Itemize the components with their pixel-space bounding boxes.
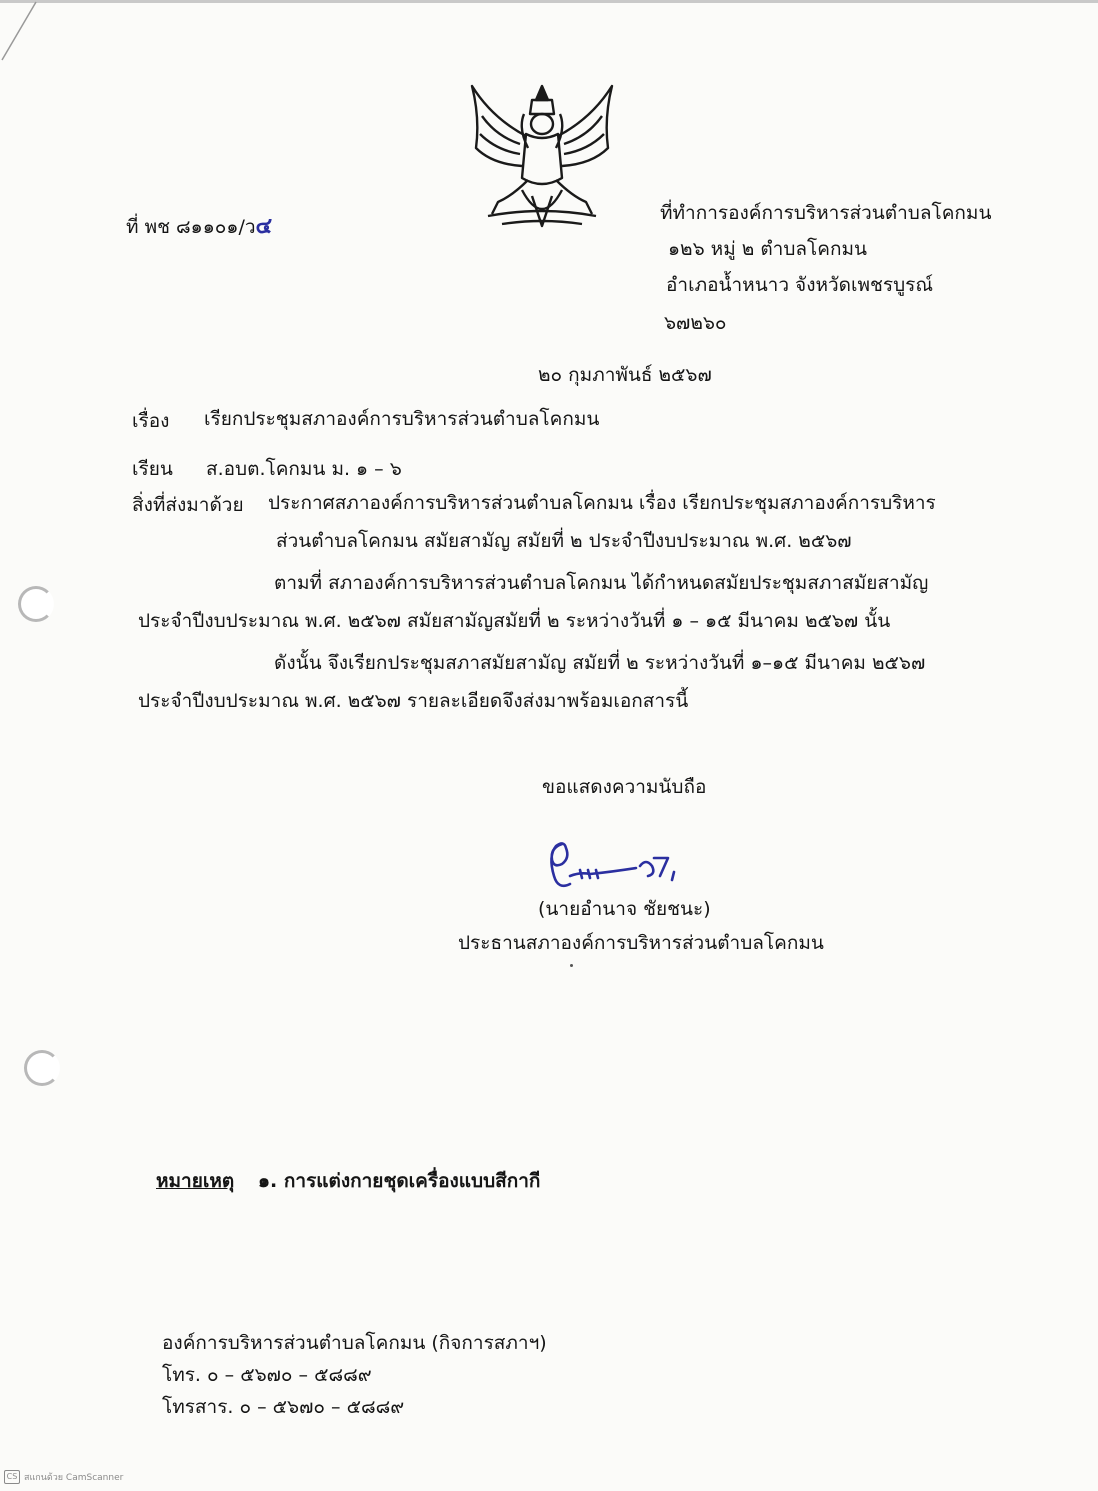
camscanner-logo-icon: CS [4, 1470, 20, 1484]
handwritten-signature-icon [540, 836, 700, 896]
garuda-emblem-icon [462, 78, 622, 234]
closing-salutation: ขอแสดงความนับถือ [542, 776, 707, 798]
body-paragraph-2-line-2: ประจำปีงบประมาณ พ.ศ. ๒๕๖๗ รายละเอียดจึงส่งมาพร้อมเอกสารนี้ [138, 690, 689, 712]
note-text: ๑. การแต่งกายชุดเครื่องแบบสีกากี [258, 1170, 541, 1192]
reference-number [126, 214, 272, 240]
note-label: หมายเหตุ [156, 1170, 235, 1192]
scan-corner-mark [0, 0, 40, 70]
body-paragraph-1-line-2: ประจำปีงบประมาณ พ.ศ. ๒๕๖๗ สมัยสามัญสมัยที่ ๒ ระหว่างวันที่ ๑ – ๑๕ มีนาคม ๒๕๖๗ นั้น [138, 610, 891, 632]
address-line-1: ที่ทำการองค์การบริหารส่วนตำบลโคกมน [660, 202, 992, 224]
reference-number-text: ที่ พช ๘๑๑๐๑/ว [126, 216, 256, 238]
punch-hole-bottom [24, 1050, 60, 1086]
signatory-name: (นายอำนาจ ชัยชนะ) [538, 898, 711, 920]
subject-text: เรียกประชุมสภาองค์การบริหารส่วนตำบลโคกมน [204, 408, 600, 430]
footer-fax: โทรสาร. ๐ – ๕๖๗๐ – ๕๘๘๙ [162, 1396, 405, 1418]
footer-organization: องค์การบริหารส่วนตำบลโคกมน (กิจการสภาฯ) [162, 1332, 547, 1354]
footer-phone: โทร. ๐ – ๕๖๗๐ – ๕๘๘๙ [162, 1364, 372, 1386]
address-line-2: ๑๒๖ หมู่ ๒ ตำบลโคกมน [668, 238, 867, 260]
recipient-label: เรียน [132, 458, 173, 480]
punch-hole-top [18, 586, 54, 622]
enclosure-line-2: ส่วนตำบลโคกมน สมัยสามัญ สมัยที่ ๒ ประจำปีงบประมาณ พ.ศ. ๒๕๖๗ [276, 530, 852, 552]
body-paragraph-1-line-1: ตามที่ สภาองค์การบริหารส่วนตำบลโคกมน ได้กำหนดสมัยประชุมสภาสมัยสามัญ [274, 572, 929, 594]
enclosure-line-1: ประกาศสภาองค์การบริหารส่วนตำบลโคกมน เรื่อง เรียกประชุมสภาองค์การบริหาร [268, 492, 936, 514]
camscanner-text: สแกนด้วย CamScanner [24, 1473, 124, 1483]
address-line-3: อำเภอน้ำหนาว จังหวัดเพชรบูรณ์ [666, 274, 934, 296]
enclosure-label: สิ่งที่ส่งมาด้วย [132, 494, 244, 516]
camscanner-watermark [4, 1470, 123, 1484]
signatory-position: ประธานสภาองค์การบริหารส่วนตำบลโคกมน [458, 932, 824, 954]
letter-date: ๒๐ กุมภาพันธ์ ๒๕๖๗ [538, 364, 712, 386]
speck [570, 964, 573, 967]
address-postcode: ๖๗๒๖๐ [664, 312, 727, 334]
scan-edge-top [0, 0, 1098, 3]
recipient-text: ส.อบต.โคกมน ม. ๑ – ๖ [206, 458, 402, 480]
body-paragraph-2-line-1: ดังนั้น จึงเรียกประชุมสภาสมัยสามัญ สมัยที่ ๒ ระหว่างวันที่ ๑–๑๕ มีนาคม ๒๕๖๗ [274, 652, 926, 674]
subject-label: เรื่อง [132, 410, 170, 432]
reference-number-handwritten: ๔ [255, 214, 273, 239]
